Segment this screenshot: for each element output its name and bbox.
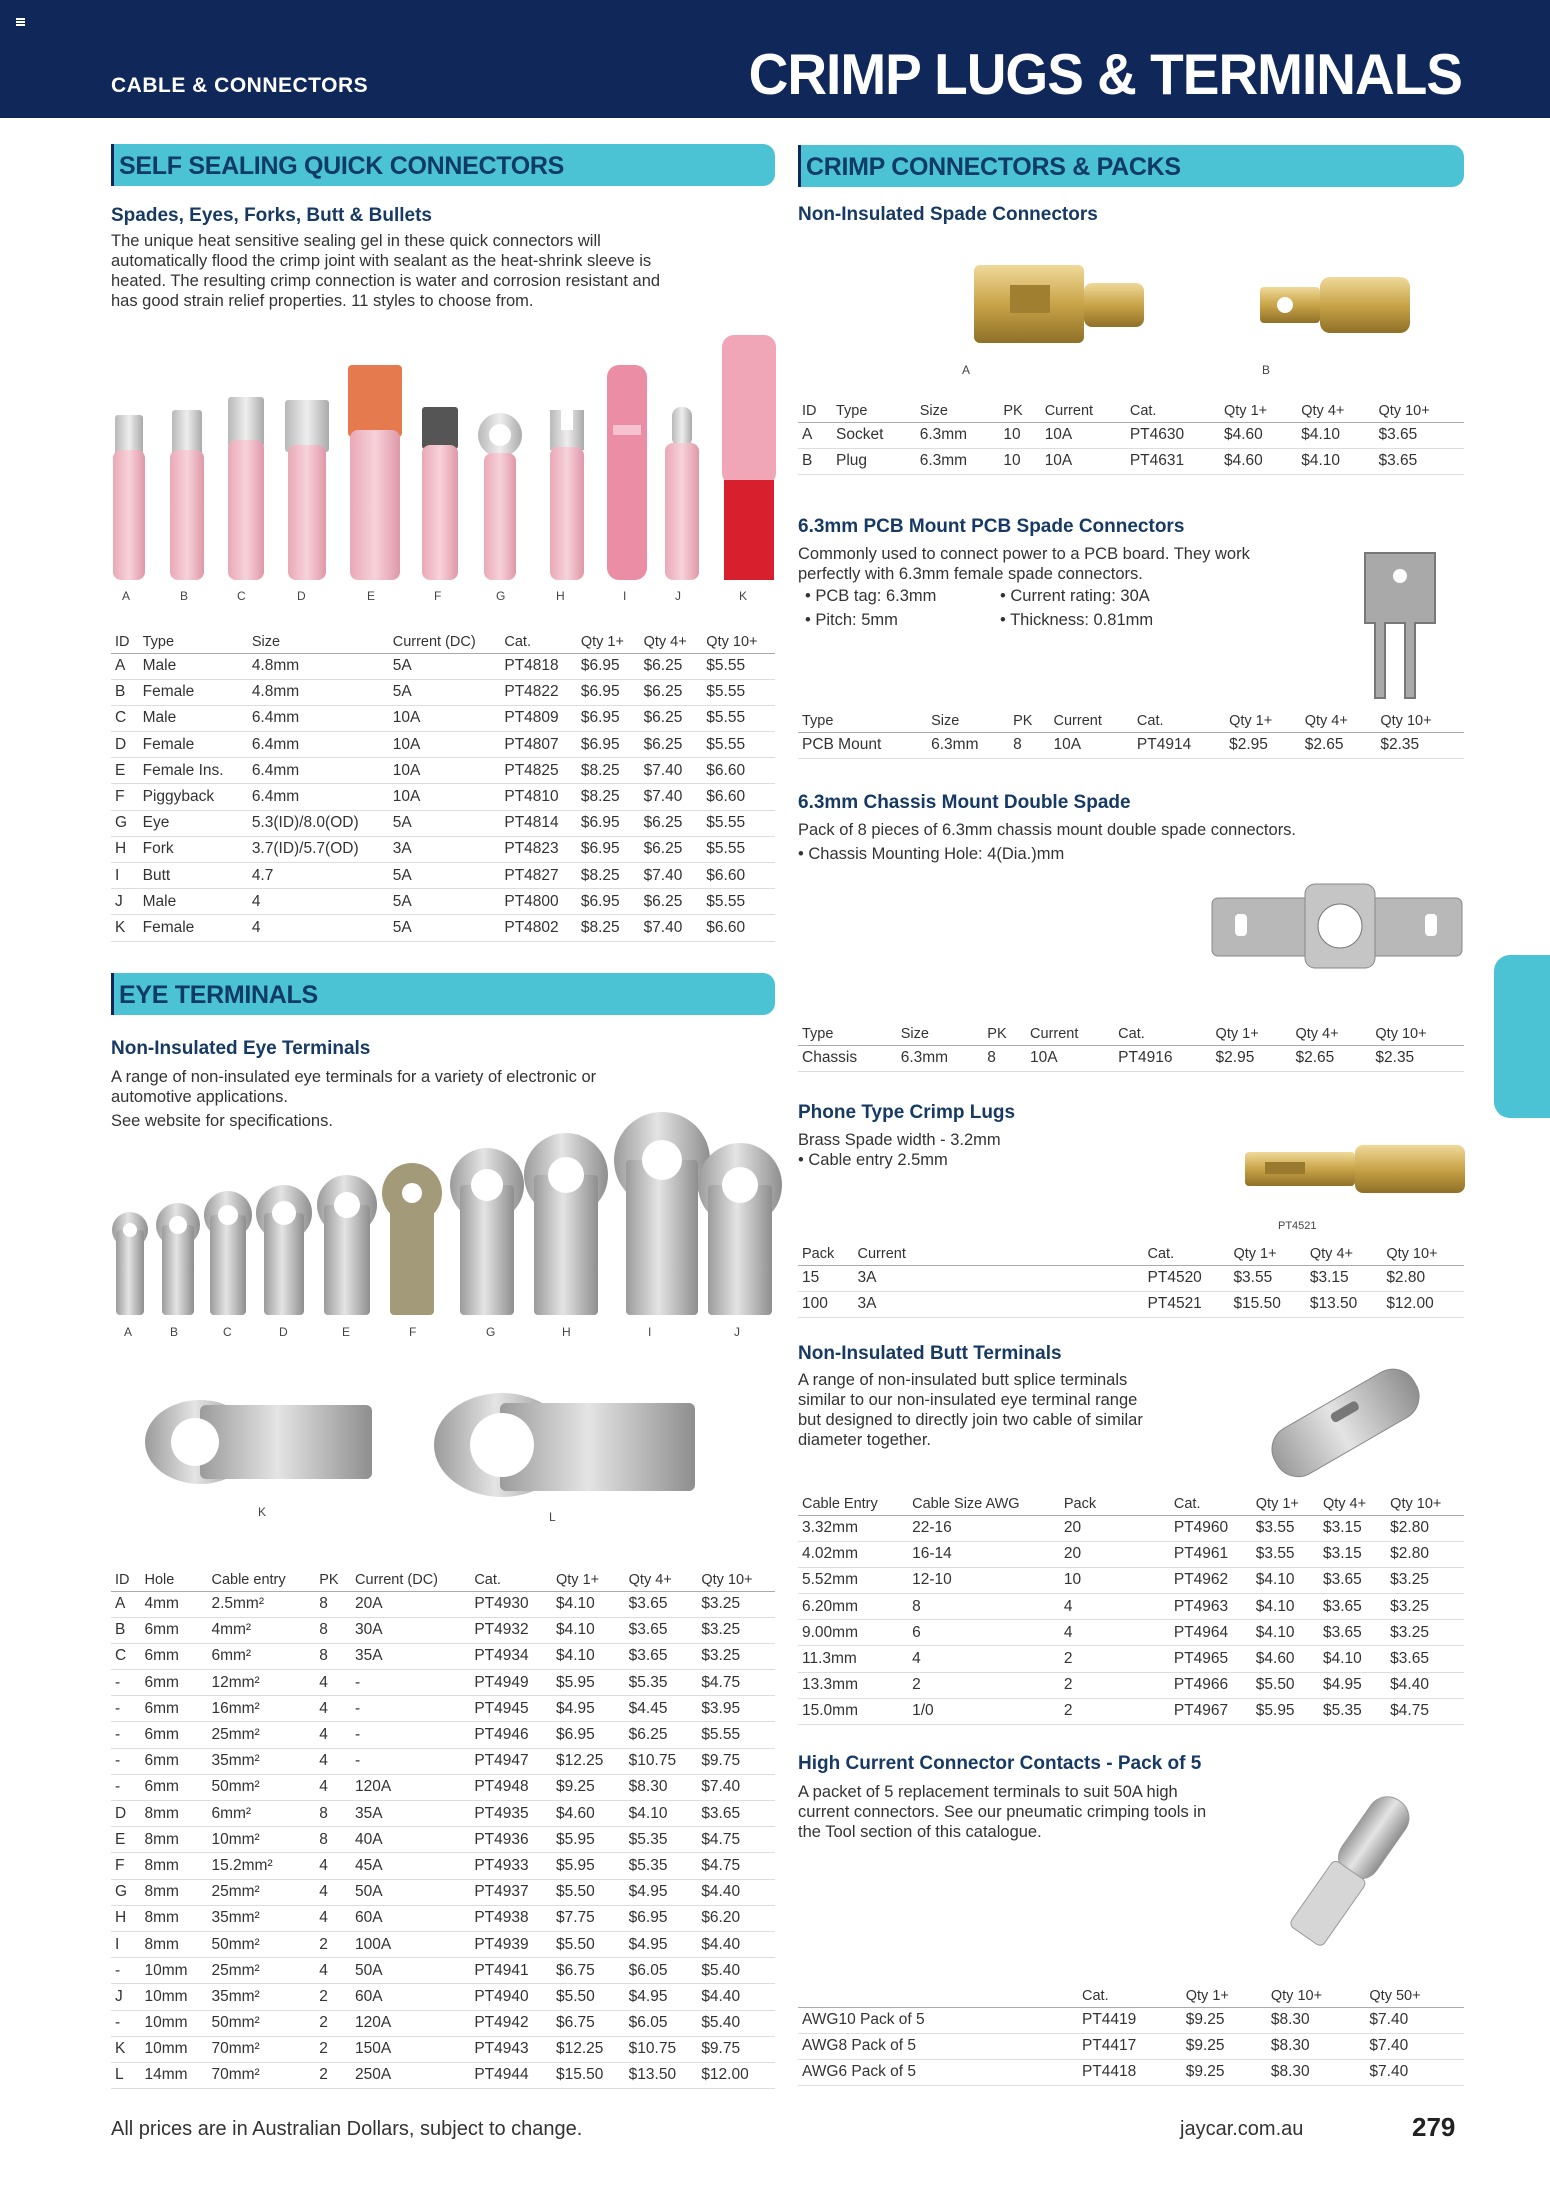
quick-connectors-table: ID Type Size Current (DC) Cat. Qty 1+ Qty 4+ Qty 10+ A Male 4.8mm 5A PT4818 $6.95 $6.25 $5.55 B Female 4.8mm 5A PT4822 $6.95 $6.25 $5.55 C Male 6.4mm 10A PT4809 $6.95 $6.25 $5.55 D Female 6.4mm 10A PT4807 $6.95 $6.25 $5.55 E Female Ins. 6.4mm 10A PT4825 $8.25 $7.40 $6.60 F Piggyback 6.4mm 10A PT4810 $8.25 $7.40 $6.60 G Eye 5.3(ID)/8.0(OD) 5A PT4814 $6.95 $6.25 $5.55 H Fork 3.7(ID)/5.7(OD) 3A PT4823 $6.95 $6.25 $5.55 I Butt 4.7 5A PT4827 $8.25 $7.40 $6.60 J Male 4 5A PT4800 $6.95 $6.25 $5.55 K Female 4 5A PT4802 $8.25 $7.40 $6.60 (111, 631, 775, 942)
eye-terminals-desc: A range of non-insulated eye terminals for a variety of electronic or automotive applications. See website for specifications. (111, 1068, 597, 1130)
table-row: E Female Ins. 6.4mm 10A PT4825 $8.25 $7.40 $6.60 (111, 758, 775, 784)
table-row: 6.20mm 8 4 PT4963 $4.10 $3.65 $3.25 (798, 1594, 1464, 1620)
price-note: All prices are in Australian Dollars, subject to change. (111, 2118, 583, 2140)
site-link[interactable]: jaycar.com.au (1180, 2118, 1304, 2140)
butt-terminal-image (1255, 1352, 1435, 1492)
eye-e (317, 1175, 377, 1315)
eye-c (204, 1191, 252, 1315)
table-row: 11.3mm 4 2 PT4965 $4.60 $4.10 $3.65 (798, 1646, 1464, 1672)
table-row: 4.02mm 16-14 20 PT4961 $3.55 $3.15 $2.80 (798, 1541, 1464, 1567)
table-row: - 6mm 50mm² 4 120A PT4948 $9.25 $8.30 $7.40 (111, 1774, 775, 1800)
eye-i (614, 1112, 710, 1315)
table-row: 5.52mm 12-10 10 PT4962 $4.10 $3.65 $3.25 (798, 1567, 1464, 1593)
eye-a (112, 1212, 148, 1315)
table-row: D 8mm 6mm² 8 35A PT4935 $4.60 $4.10 $3.65 (111, 1801, 775, 1827)
table-row: J Male 4 5A PT4800 $6.95 $6.25 $5.55 (111, 889, 775, 915)
table-row: K 10mm 70mm² 2 150A PT4943 $12.25 $10.75 $9.75 (111, 2036, 775, 2062)
table-row: 15 3A PT4520 $3.55 $3.15 $2.80 (798, 1265, 1464, 1291)
spade-b-label: B (1262, 363, 1271, 377)
connector-d (285, 400, 329, 580)
table-row: B 6mm 4mm² 8 30A PT4932 $4.10 $3.65 $3.25 (111, 1617, 775, 1643)
connector-h (550, 405, 584, 580)
table-row: J 10mm 35mm² 2 60A PT4940 $5.50 $4.95 $4.40 (111, 1984, 775, 2010)
table-row: AWG6 Pack of 5 PT4418 $9.25 $8.30 $7.40 (798, 2059, 1464, 2085)
table-row: H 8mm 35mm² 4 60A PT4938 $7.75 $6.95 $6.20 (111, 1905, 775, 1931)
eye-terminals-subtitle: Non-Insulated Eye Terminals (111, 1038, 371, 1059)
connector-b (170, 410, 204, 580)
table-row: D Female 6.4mm 10A PT4807 $6.95 $6.25 $5.55 (111, 732, 775, 758)
eye-f (382, 1163, 442, 1315)
phone-lug-label: PT4521 (1278, 1220, 1317, 1232)
connector-e (348, 365, 402, 580)
eye-k-label: K (258, 1505, 267, 1519)
table-row: A Socket 6.3mm 10 10A PT4630 $4.60 $4.10 $3.65 (798, 422, 1464, 448)
pcb-bullets-right: • Current rating: 30A • Thickness: 0.81mm (1000, 587, 1154, 629)
high-current-table: Cat. Qty 1+ Qty 10+ Qty 50+ AWG10 Pack of 5 PT4419 $9.25 $8.30 $7.40 AWG8 Pack of 5 PT4417 $9.25 $8.30 $7.40 AWG6 Pack of 5 PT4418 $9.25 $8.30 $7.40 (798, 1985, 1464, 2086)
pcb-table: Type Size PK Current Cat. Qty 1+ Qty 4+ Qty 10+ PCB Mount 6.3mm 8 10A PT4914 $2.95 $2.65 $2.35 (798, 710, 1464, 759)
self-sealing-subtitle: Spades, Eyes, Forks, Butt & Bullets (111, 205, 432, 226)
table-row: - 6mm 12mm² 4 - PT4949 $5.95 $5.35 $4.75 (111, 1670, 775, 1696)
table-row: - 6mm 35mm² 4 - PT4947 $12.25 $10.75 $9.75 (111, 1748, 775, 1774)
spade-connectors-image (970, 255, 1470, 355)
butt-terminals-desc: A range of non-insulated butt splice terminals similar to our non-insulated eye terminal range but designed to directly join two cable of similar diameter together. (798, 1371, 1143, 1449)
table-row: C Male 6.4mm 10A PT4809 $6.95 $6.25 $5.55 (111, 705, 775, 731)
phone-lugs-subtitle: Phone Type Crimp Lugs (798, 1102, 1016, 1123)
spade-a-label: A (962, 363, 971, 377)
pcb-bullets-left: • PCB tag: 6.3mm • Pitch: 5mm (805, 587, 937, 629)
eye-terminals-bar: EYE TERMINALS (111, 973, 775, 1015)
table-row: 100 3A PT4521 $15.50 $13.50 $12.00 (798, 1291, 1464, 1317)
table-row: H Fork 3.7(ID)/5.7(OD) 3A PT4823 $6.95 $6.25 $5.55 (111, 836, 775, 862)
pcb-spade-image (1355, 548, 1465, 703)
connector-i (607, 365, 647, 580)
page-number: 279 (1412, 2112, 1456, 2142)
connector-a (113, 415, 145, 580)
self-sealing-desc: The unique heat sensitive sealing gel in these quick connectors will automatically flood the crimp joint with sealant as the heat-shrink sleeve is heated. The resulting crimp connection is water and corrosion resistant and has good strain relief properties. 11 styles to choose from. (111, 232, 661, 310)
spade-plug (1260, 277, 1410, 333)
high-current-subtitle: High Current Connector Contacts - Pack of 5 (798, 1753, 1202, 1774)
table-row: PCB Mount 6.3mm 8 10A PT4914 $2.95 $2.65 $2.35 (798, 732, 1464, 758)
table-row: L 14mm 70mm² 2 250A PT4944 $15.50 $13.50 $12.00 (111, 2062, 775, 2088)
connector-k (722, 335, 776, 580)
crimp-connectors-bar: CRIMP CONNECTORS & PACKS (798, 145, 1464, 187)
table-row: - 10mm 50mm² 2 120A PT4942 $6.75 $6.05 $5.40 (111, 2010, 775, 2036)
table-row: I 8mm 50mm² 2 100A PT4939 $5.50 $4.95 $4.40 (111, 1931, 775, 1957)
eye-b (156, 1203, 200, 1315)
table-row: - 10mm 25mm² 4 50A PT4941 $6.75 $6.05 $5.40 (111, 1958, 775, 1984)
table-row: 15.0mm 1/0 2 PT4967 $5.95 $5.35 $4.75 (798, 1698, 1464, 1724)
table-row: K Female 4 5A PT4802 $8.25 $7.40 $6.60 (111, 915, 775, 941)
table-row: 9.00mm 6 4 PT4964 $4.10 $3.65 $3.25 (798, 1620, 1464, 1646)
eye-g (450, 1148, 524, 1315)
eye-d (256, 1185, 312, 1315)
butt-terminals-table: Cable Entry Cable Size AWG Pack Cat. Qty 1+ Qty 4+ Qty 10+ 3.32mm 22-16 20 PT4960 $3.55 $3.15 $2.80 4.02mm 16-14 20 PT4961 $3.55 $3.15 $2.80 5.52mm 12-10 10 PT4962 $4.10 $3.65 $3.25 6.20mm 8 4 PT4963 $4.10 $3.65 $3.25 9.00mm 6 4 PT4964 $4.10 $3.65 $3.25 11.3mm 4 2 PT4965 $4.60 $4.10 $3.65 13.3mm 2 2 PT4966 $5.50 $4.95 $4.40 15.0mm 1/0 2 PT4967 $5.95 $5.35 $4.75 (798, 1493, 1464, 1725)
chassis-table: Type Size PK Current Cat. Qty 1+ Qty 4+ Qty 10+ Chassis 6.3mm 8 10A PT4916 $2.95 $2.65 $2.35 (798, 1023, 1464, 1072)
table-row: B Female 4.8mm 5A PT4822 $6.95 $6.25 $5.55 (111, 679, 775, 705)
eye-k (145, 1400, 372, 1484)
pcb-desc: Commonly used to connect power to a PCB board. They work perfectly with 6.3mm female spade connectors. (798, 545, 1250, 583)
chassis-desc: Pack of 8 pieces of 6.3mm chassis mount double spade connectors. • Chassis Mounting Hole: 4(Dia.)mm (798, 821, 1297, 863)
table-row: I Butt 4.7 5A PT4827 $8.25 $7.40 $6.60 (111, 863, 775, 889)
phone-lugs-desc: Brass Spade width - 3.2mm • Cable entry 2.5mm (798, 1131, 1001, 1169)
page-header (0, 0, 1550, 118)
connector-j (665, 407, 699, 580)
spade-socket (974, 265, 1144, 343)
table-row: AWG8 Pack of 5 PT4417 $9.25 $8.30 $7.40 (798, 2033, 1464, 2059)
connector-g (478, 413, 522, 580)
eye-l-label: L (549, 1510, 556, 1524)
butt-terminals-subtitle: Non-Insulated Butt Terminals (798, 1343, 1062, 1364)
pcb-subtitle: 6.3mm PCB Mount PCB Spade Connectors (798, 516, 1185, 537)
phone-lug-image (1245, 1140, 1470, 1200)
table-row: - 6mm 25mm² 4 - PT4946 $6.95 $6.25 $5.55 (111, 1722, 775, 1748)
table-row: - 6mm 16mm² 4 - PT4945 $4.95 $4.45 $3.95 (111, 1696, 775, 1722)
table-row: 3.32mm 22-16 20 PT4960 $3.55 $3.15 $2.80 (798, 1515, 1464, 1541)
spade-table: ID Type Size PK Current Cat. Qty 1+ Qty 4+ Qty 10+ A Socket 6.3mm 10 10A PT4630 $4.60 $4.10 $3.65 B Plug 6.3mm 10 10A PT4631 $4.60 $4.10 $3.65 (798, 400, 1464, 475)
high-current-desc: A packet of 5 replacement terminals to suit 50A high current connectors. See our pneumatic crimping tools in the Tool section of this catalogue. (798, 1783, 1207, 1841)
table-row: Chassis 6.3mm 8 10A PT4916 $2.95 $2.65 $2.35 (798, 1045, 1464, 1071)
connector-c (228, 397, 264, 580)
table-row: A 4mm 2.5mm² 8 20A PT4930 $4.10 $3.65 $3.25 (111, 1591, 775, 1617)
self-sealing-bar: SELF SEALING QUICK CONNECTORS (111, 144, 775, 186)
table-row: E 8mm 10mm² 8 40A PT4936 $5.95 $5.35 $4.75 (111, 1827, 775, 1853)
table-row: F 8mm 15.2mm² 4 45A PT4933 $5.95 $5.35 $4.75 (111, 1853, 775, 1879)
table-row: C 6mm 6mm² 8 35A PT4934 $4.10 $3.65 $3.25 (111, 1643, 775, 1669)
spade-subtitle: Non-Insulated Spade Connectors (798, 204, 1098, 225)
high-current-contact-image (1265, 1780, 1435, 1960)
quick-connectors-image (110, 335, 780, 585)
table-row: F Piggyback 6.4mm 10A PT4810 $8.25 $7.40 $6.60 (111, 784, 775, 810)
table-row: AWG10 Pack of 5 PT4419 $9.25 $8.30 $7.40 (798, 2007, 1464, 2033)
connector-f (422, 407, 458, 580)
section-name: CABLE & CONNECTORS (111, 74, 369, 97)
section-tab[interactable] (1494, 955, 1550, 1118)
table-row: 13.3mm 2 2 PT4966 $5.50 $4.95 $4.40 (798, 1672, 1464, 1698)
phone-lugs-table: Pack Current Cat. Qty 1+ Qty 4+ Qty 10+ 15 3A PT4520 $3.55 $3.15 $2.80 100 3A PT4521 $15.50 $13.50 $12.00 (798, 1243, 1464, 1318)
table-row: A Male 4.8mm 5A PT4818 $6.95 $6.25 $5.55 (111, 653, 775, 679)
table-row: G Eye 5.3(ID)/8.0(OD) 5A PT4814 $6.95 $6.25 $5.55 (111, 810, 775, 836)
large-eye-terminals-image (140, 1385, 700, 1500)
menu-icon[interactable] (16, 18, 25, 26)
eye-j (698, 1143, 782, 1315)
page-title: CRIMP LUGS & TERMINALS (748, 41, 1462, 107)
table-row: B Plug 6.3mm 10 10A PT4631 $4.60 $4.10 $3.65 (798, 448, 1464, 474)
eye-terminals-image (110, 1105, 790, 1325)
eye-h (524, 1133, 608, 1315)
eye-terminals-table: ID Hole Cable entry PK Current (DC) Cat. Qty 1+ Qty 4+ Qty 10+ A 4mm 2.5mm² 8 20A PT4930 $4.10 $3.65 $3.25 B 6mm 4mm² 8 30A PT4932 $4.10 $3.65 $3.25 C 6mm 6mm² 8 35A PT4934 $4.10 $3.65 $3.25 - 6mm 12mm² 4 - PT4949 $5.95 $5.35 $4.75 - 6mm 16mm² 4 - PT4945 $4.95 $4.45 $3.95 - 6mm 25mm² 4 - PT4946 $6.95 $6.25 $5.55 - 6mm 35mm² 4 - PT4947 $12.25 $10.75 $9.75 - 6mm 50mm² 4 120A PT4948 $9.25 $8.30 $7.40 D 8mm 6mm² 8 35A PT4935 $4.60 $4.10 $3.65 E 8mm 10mm² 8 40A PT4936 $5.95 $5.35 $4.75 F 8mm 15.2mm² 4 45A PT4933 $5.95 $5.35 $4.75 G 8mm 25mm² 4 50A PT4937 $5.50 $4.95 $4.40 H 8mm 35mm² 4 60A PT4938 $7.75 $6.95 $6.20 I 8mm 50mm² 2 100A PT4939 $5.50 $4.95 $4.40 - 10mm 25mm² 4 50A PT4941 $6.75 $6.05 $5.40 J 10mm 35mm² 2 60A PT4940 $5.50 $4.95 $4.40 - 10mm 50mm² 2 120A PT4942 $6.75 $6.05 $5.40 K 10mm 70mm² 2 150A PT4943 $12.25 $10.75 $9.75 L 14mm 70mm² 2 250A PT4944 $15.50 $13.50 $12.00 (111, 1569, 775, 2089)
table-row: G 8mm 25mm² 4 50A PT4937 $5.50 $4.95 $4.40 (111, 1879, 775, 1905)
chassis-subtitle: 6.3mm Chassis Mount Double Spade (798, 792, 1131, 813)
chassis-spade-image (1210, 880, 1465, 972)
eye-l (434, 1393, 695, 1497)
